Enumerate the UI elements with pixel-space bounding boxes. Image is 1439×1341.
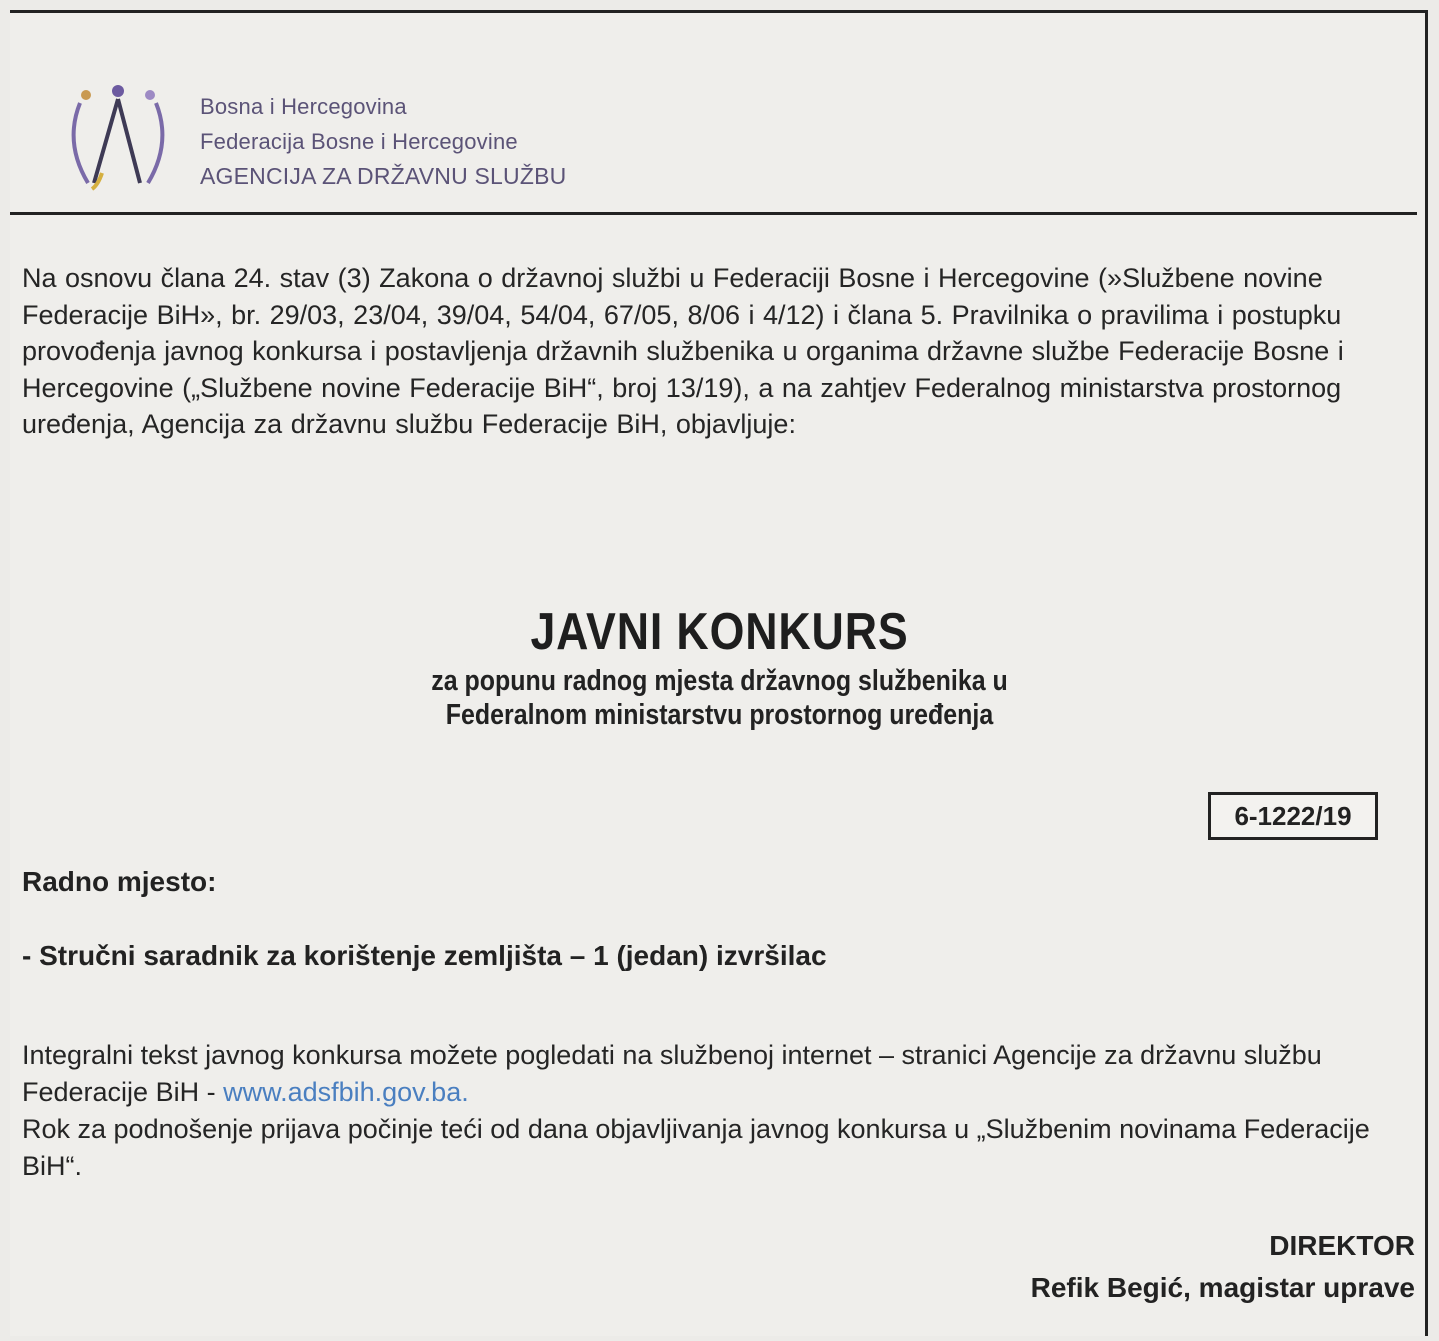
signature-role: DIREKTOR [1269,1230,1415,1261]
notice-paragraph [22,1037,1412,1185]
deadline-text: Rok za podnošenje prijava počinje teći od dana objavljivanja javnog konkursa u „Službenim novinama Federacije BiH“. [22,1114,1370,1181]
notice-text: Integralni tekst javnog konkursa možete pogledati na službenoj internet – stranici Agencije za državnu službu Federacije BiH - [22,1040,1322,1107]
compass-figure-logo [58,73,178,203]
announcement-heading [0,600,1439,732]
signature-name: Refik Begić, magistar uprave [1030,1272,1415,1303]
signature-block [1031,1225,1415,1309]
agency-name: AGENCIJA ZA DRŽAVNU SLUŽBU [200,163,567,189]
website-link[interactable]: www.adsfbih.gov.ba. [223,1077,469,1107]
position-item: - Stručni saradnik za korištenje zemljišta – 1 (jedan) izvršilac [22,940,827,971]
announcement-subtitle-line1: za popunu radnog mjesta državnog službenika u [431,665,1008,697]
organization-header [200,89,566,194]
country-name: Bosna i Hercegovina [200,94,407,119]
federation-name: Federacija Bosne i Hercegovine [200,129,518,154]
header-divider [10,212,1417,215]
position-label: Radno mjesto: [22,866,217,897]
announcement-title: JAVNI KONKURS [530,603,909,661]
announcement-subtitle-line2: Federalnom ministarstvu prostornog uređenja [445,699,994,731]
legal-basis-paragraph: Na osnovu člana 24. stav (3) Zakona o državnoj službi u Federaciji Bosne i Hercegovine (»Službene novine Federacije BiH», br. 29/03, 23/04, 39/04, 54/04, 67/05, 8/06 i 4/12) i člana 5. Pravilnika o pravilima i postupku provođenja javnog konkursa i postavljenja državnih službenika u organima državne službe Federacije Bosne i Hercegovine („Službene novine Federacije BiH“, broj 13/19), a na zahtjev Federalnog ministarstva prostornog uređenja, Agencija za državnu službu Federacije BiH, objavljuje: [22,263,1344,439]
reference-number-box: 6-1222/19 [1208,792,1378,840]
